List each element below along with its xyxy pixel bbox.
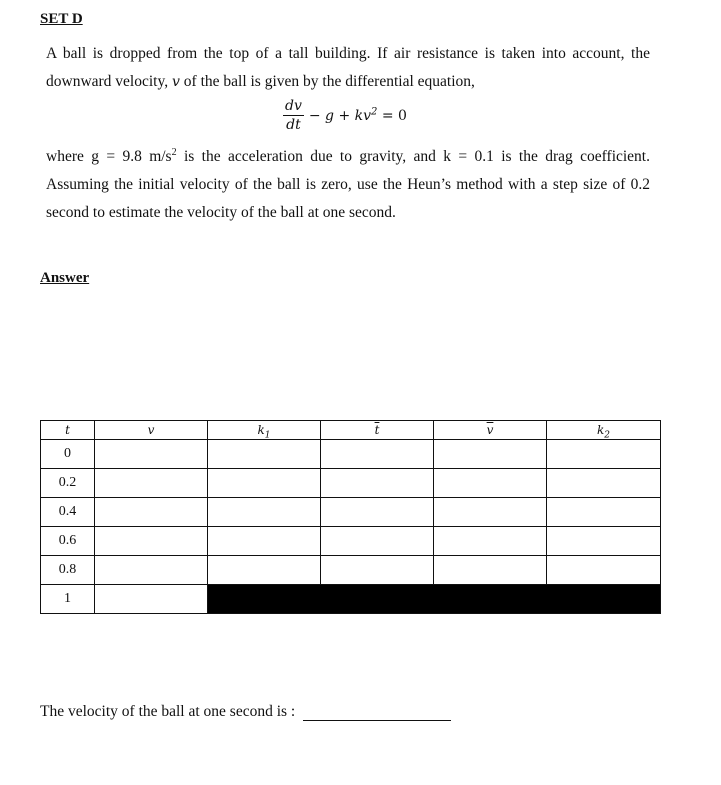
header-k2-sub: 2	[604, 430, 610, 441]
t-cell: 0	[41, 440, 95, 469]
header-k1-base: k	[257, 423, 265, 437]
tbar-cell[interactable]	[321, 440, 434, 469]
v-cell[interactable]	[95, 556, 208, 585]
header-v: v	[95, 421, 208, 440]
table-row	[41, 440, 661, 469]
table-row	[41, 527, 661, 556]
tail-text: is the drag coefficient. Assuming the initial velocity of the ball is zero, use the Heun’s method with a step size of 0.2 second to estimate the velocity of the ball at one second.	[46, 148, 650, 221]
header-k2	[547, 421, 661, 440]
equation-terms: − g + kv	[308, 107, 372, 124]
header-vbar-text: $\overline{v}$	[486, 423, 494, 437]
table-row	[41, 556, 661, 585]
var-v: v	[171, 74, 180, 90]
k1-cell[interactable]	[208, 440, 321, 469]
tbar-cell[interactable]	[321, 527, 434, 556]
equation-exponent: 2	[371, 105, 378, 117]
tbar-cell[interactable]	[321, 498, 434, 527]
problem-text-1: A ball is dropped from the top of a tall building. If air resistance is taken into account, the downward velocity,	[46, 45, 650, 90]
equation-rest	[308, 105, 407, 124]
table-header-row	[41, 421, 661, 440]
header-k1-sub: 1	[264, 430, 271, 441]
where-text: where	[46, 148, 92, 165]
header-tbar	[321, 421, 434, 440]
t-cell: 1	[41, 585, 95, 614]
differential-equation	[283, 98, 407, 133]
problem-statement	[46, 40, 650, 96]
k-value: k = 0.1	[443, 148, 494, 165]
table-row	[41, 469, 661, 498]
g-exponent: 2	[171, 146, 177, 158]
problem-text-2: of the ball is given by the differential equation,	[179, 73, 475, 90]
v-cell[interactable]	[95, 440, 208, 469]
fraction-numerator: dv	[285, 98, 302, 114]
k2-cell[interactable]	[547, 527, 661, 556]
set-title: SET D	[40, 11, 83, 27]
k1-cell[interactable]	[208, 556, 321, 585]
v-cell[interactable]	[95, 469, 208, 498]
answer-blank[interactable]	[303, 704, 451, 721]
answer-heading: Answer	[40, 270, 90, 286]
blacked-out-cells	[208, 585, 661, 614]
t-cell: 0.2	[41, 469, 95, 498]
header-k2-base: k	[596, 423, 605, 437]
final-prompt: The velocity of the ball at one second is :	[40, 703, 296, 720]
tbar-cell[interactable]	[321, 556, 434, 585]
t-cell: 0.4	[41, 498, 95, 527]
vbar-cell[interactable]	[434, 527, 547, 556]
g-value: g = 9.8 m/s	[91, 148, 172, 165]
v-cell[interactable]	[95, 585, 208, 614]
vbar-cell[interactable]	[434, 440, 547, 469]
vbar-cell[interactable]	[434, 498, 547, 527]
heun-table	[40, 420, 661, 614]
mid-text: is the acceleration due to gravity, and	[176, 148, 444, 165]
tbar-cell[interactable]	[321, 469, 434, 498]
v-cell[interactable]	[95, 498, 208, 527]
derivative-fraction	[283, 98, 304, 133]
k2-cell[interactable]	[547, 440, 661, 469]
table-row	[41, 585, 661, 614]
header-vbar	[434, 421, 547, 440]
vbar-cell[interactable]	[434, 469, 547, 498]
header-k1	[208, 421, 321, 440]
k2-cell[interactable]	[547, 556, 661, 585]
problem-conditions	[46, 143, 650, 227]
t-cell: 0.6	[41, 527, 95, 556]
k2-cell[interactable]	[547, 469, 661, 498]
k2-cell[interactable]	[547, 498, 661, 527]
header-tbar-text: $\overline{t}$	[374, 423, 380, 437]
t-cell: 0.8	[41, 556, 95, 585]
equation-rhs: = 0	[377, 107, 407, 124]
fraction-denominator: dt	[286, 117, 301, 133]
table-row	[41, 498, 661, 527]
vbar-cell[interactable]	[434, 556, 547, 585]
k1-cell[interactable]	[208, 469, 321, 498]
k1-cell[interactable]	[208, 498, 321, 527]
header-t: t	[41, 421, 95, 440]
final-answer-line	[40, 703, 451, 721]
v-cell[interactable]	[95, 527, 208, 556]
k1-cell[interactable]	[208, 527, 321, 556]
